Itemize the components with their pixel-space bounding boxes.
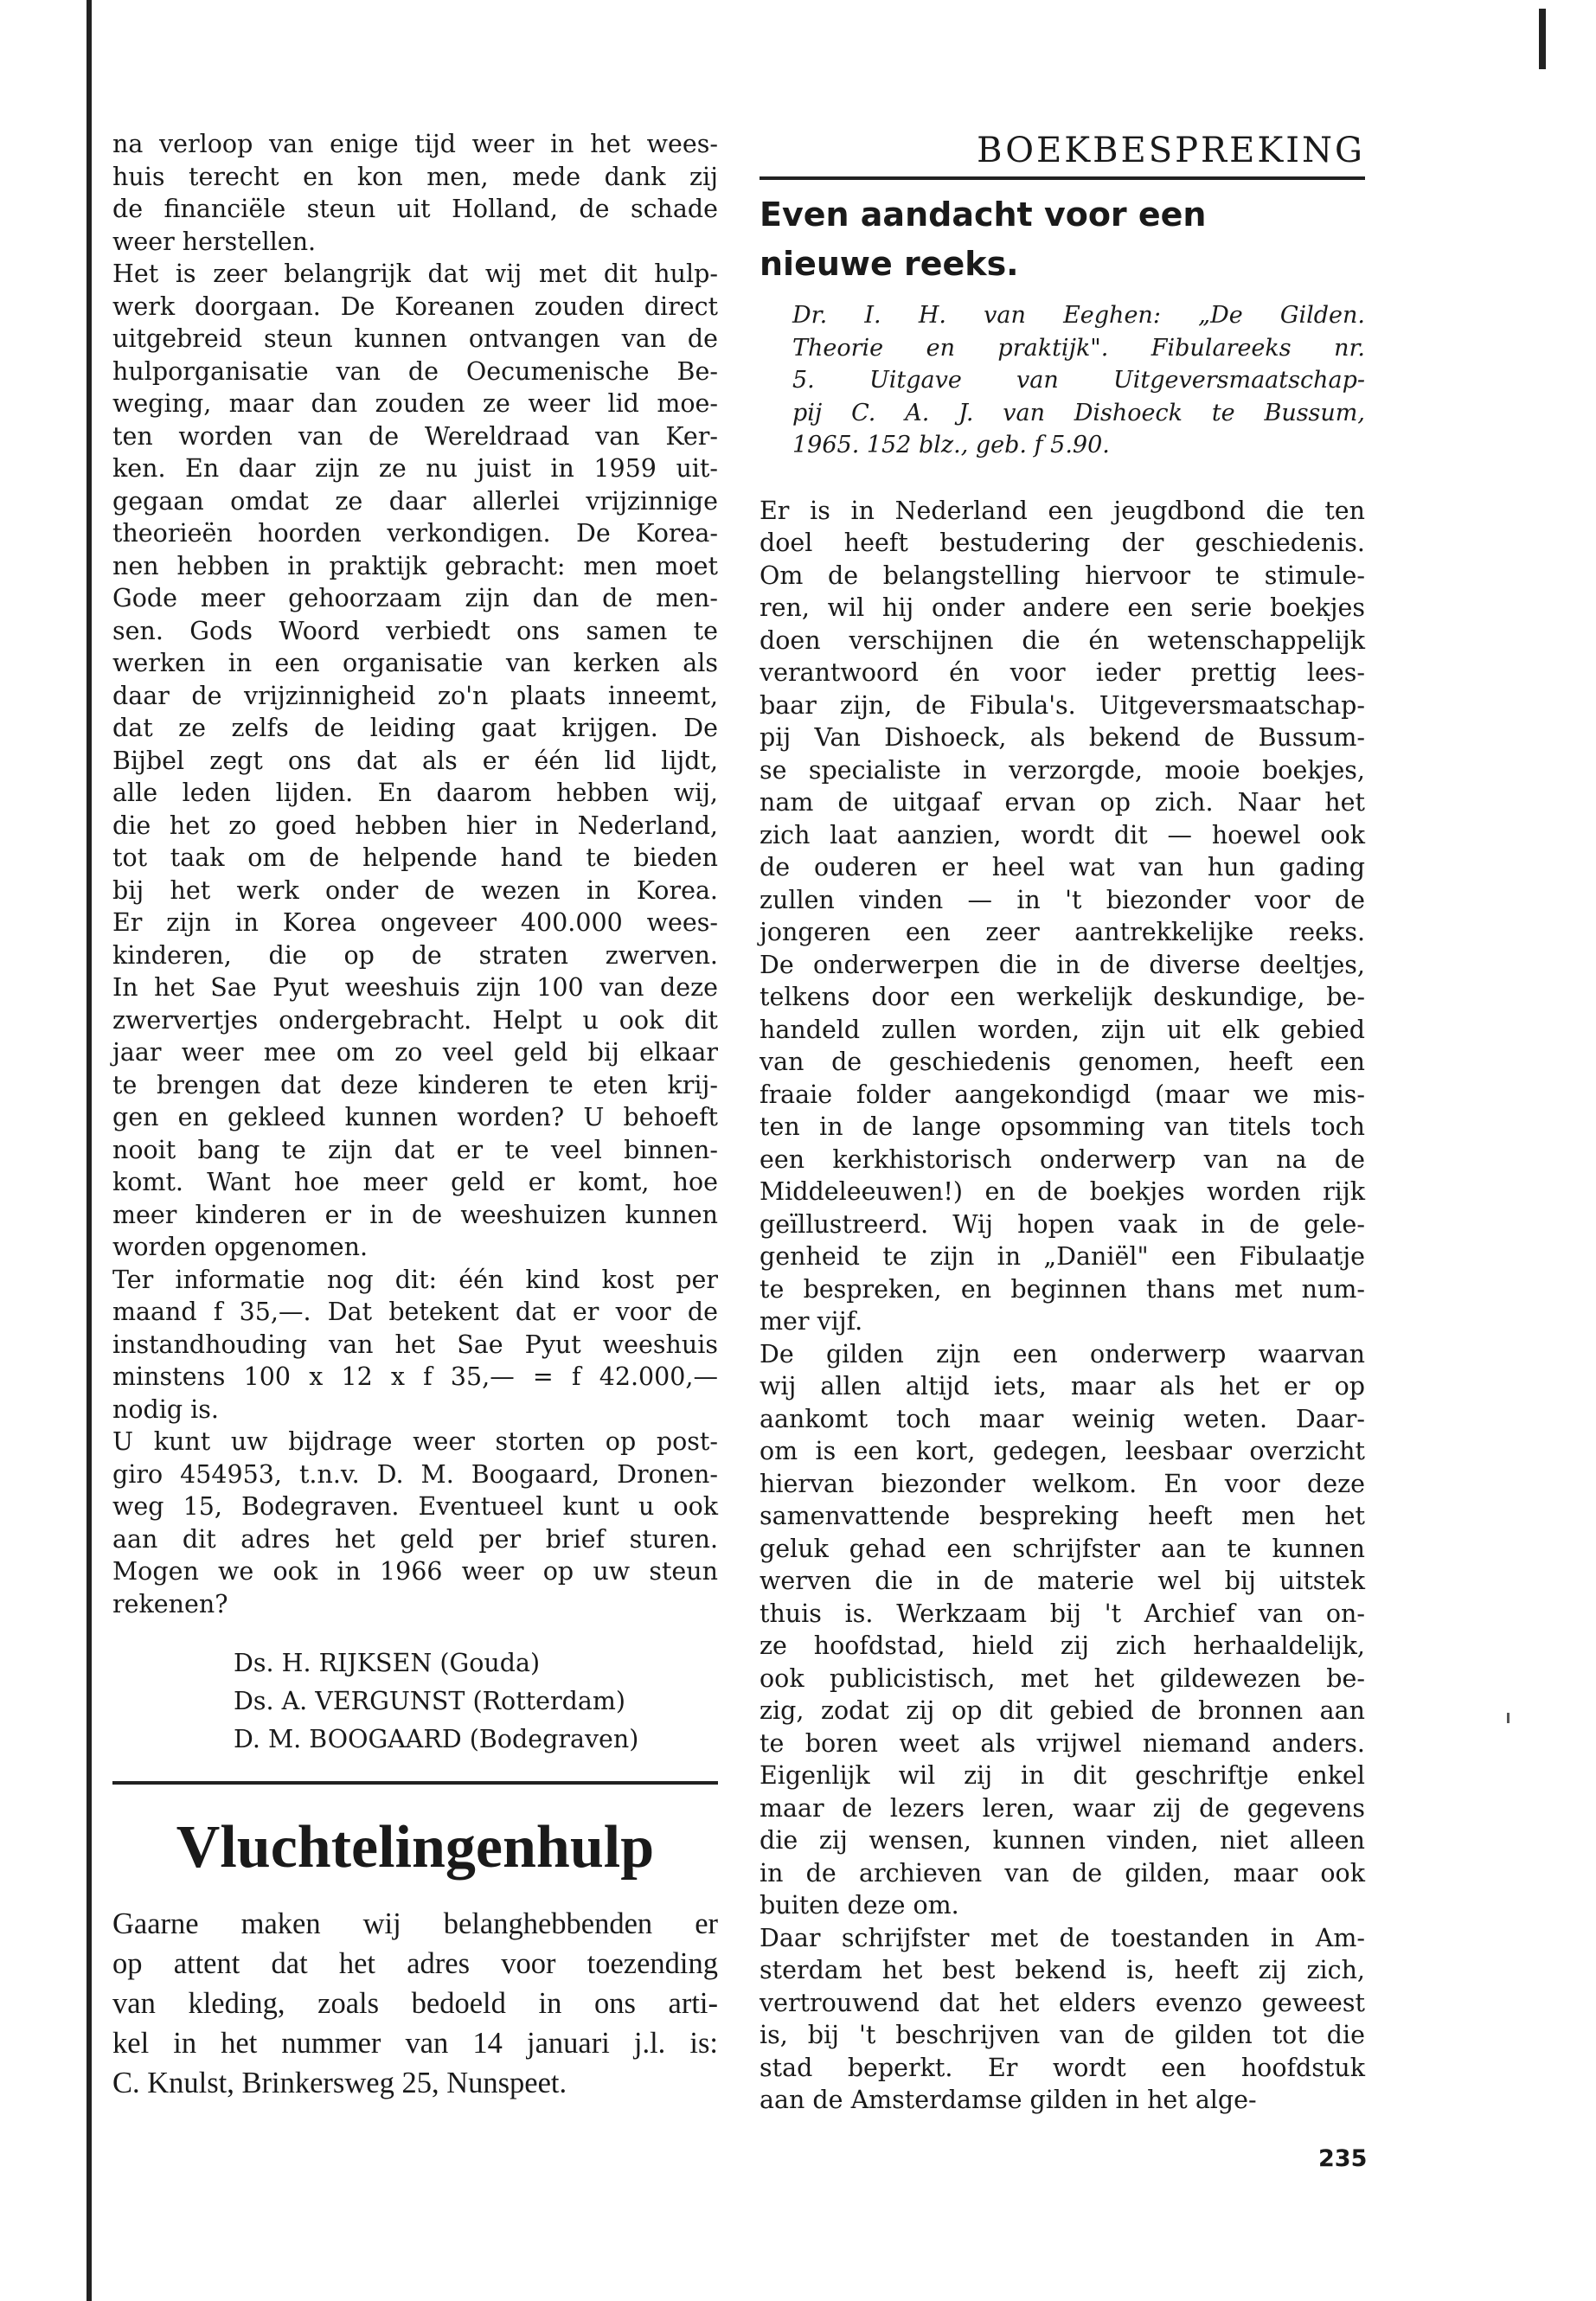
text-line: alle leden lijden. En daarom hebben wij,: [112, 779, 718, 807]
text-line: werven die in de materie wel bij uitstek: [760, 1567, 1365, 1595]
text-line: werk doorgaan. De Koreanen zouden direct: [112, 292, 718, 321]
page-number: 235: [1318, 2145, 1368, 2172]
signatures: [112, 1644, 718, 1759]
text-line: Mogen we ook in 1966 weer op uw steun: [112, 1557, 718, 1586]
text-line: zwervertjes ondergebracht. Helpt u ook dit: [112, 1005, 718, 1035]
text-line: van kleding, zoals bedoeld in ons arti-: [112, 1987, 718, 2020]
text-line: Gode meer gehoorzaam zijn dan de men-: [112, 584, 718, 612]
text-line: buiten deze om.: [760, 1891, 959, 1920]
text-line: ren, wil hij onder andere een serie boekjes: [760, 593, 1365, 622]
text-line: maand f 35,—. Dat betekent dat er voor de: [112, 1298, 718, 1326]
text-line: nam de uitgaaf ervan op zich. Naar het: [760, 788, 1365, 817]
text-line: instandhouding van het Sae Pyut weeshuis: [112, 1330, 718, 1359]
text-line: Middeleeuwen!) en de boekjes worden rijk: [760, 1177, 1365, 1206]
vluchtelingenhulp-text: [112, 1904, 718, 2103]
text-line: de financiële steun uit Holland, de schade: [112, 195, 718, 223]
text-line: samenvattende bespreking heeft men het: [760, 1502, 1365, 1530]
text-line: die het zo goed hebben hier in Nederland,: [112, 811, 718, 840]
bibliography-line: Theorie en praktijk". Fibulareeks nr.: [792, 334, 1365, 362]
text-line: aan dit adres het geld per brief sturen.: [112, 1524, 718, 1554]
headline-line: nieuwe reeks.: [760, 245, 1019, 283]
text-line: een kerkhistorisch onderwerp van na de: [760, 1144, 1365, 1174]
right-column: [760, 128, 1365, 2117]
bibliography-line: 5. Uitgave van Uitgeversmaatschap-: [792, 367, 1365, 394]
bibliography-line: Dr. I. H. van Eeghen: „De Gilden.: [792, 302, 1365, 329]
text-line: geluk gehad een schrijfster aan te kunnen: [760, 1534, 1365, 1563]
text-line: bij het werk onder de wezen in Korea.: [112, 875, 718, 905]
headline-line: Even aandacht voor een: [760, 195, 1207, 234]
text-line: C. Knulst, Brinkersweg 25, Nunspeet.: [112, 2067, 567, 2099]
bibliography-line: pij C. A. J. van Dishoeck te Bussum,: [792, 399, 1365, 426]
boekbespreking-heading: BOEKBESPREKING: [977, 131, 1365, 170]
text-line: aankomt toch maar weinig weten. Daar-: [760, 1404, 1365, 1433]
section-divider: [112, 1781, 718, 1785]
text-line: Het is zeer belangrijk dat wij met dit hulp-: [112, 260, 718, 288]
text-line: ook publicistisch, met het gildewezen be-: [760, 1663, 1365, 1693]
book-bibliography: [760, 299, 1365, 462]
text-line: nooit bang te zijn dat er te veel binnen-: [112, 1135, 718, 1164]
bibliography-line: 1965. 152 blz., geb. f 5.90.: [792, 432, 1110, 458]
text-line: nodig is.: [112, 1394, 219, 1424]
text-line: Bijbel zegt ons dat als er één lid lijdt,: [112, 746, 718, 775]
text-line: se specialiste in verzorgde, mooie boekjes,: [760, 755, 1365, 785]
signature-line: D. M. BOOGAARD (Bodegraven): [234, 1725, 639, 1753]
text-line: Gaarne maken wij belanghebbenden er: [112, 1907, 718, 1940]
text-line: is, bij 't beschrijven van de gilden tot die: [760, 2021, 1365, 2049]
text-line: In het Sae Pyut weeshuis zijn 100 van deze: [112, 973, 718, 1002]
orphanage-appeal-text: [112, 128, 718, 1620]
text-line: doen verschijnen die én wetenschappelijk: [760, 625, 1365, 655]
text-line: Daar schrijfster met de toestanden in Am-: [760, 1923, 1365, 1952]
text-line: gegaan omdat ze daar allerlei vrijzinnige: [112, 486, 718, 516]
text-line: wij allen altijd iets, maar als het er op: [760, 1372, 1365, 1400]
heading-rule: [760, 176, 1365, 180]
text-line: kinderen, die op de straten zwerven.: [112, 940, 718, 970]
text-line: Er zijn in Korea ongeveer 400.000 wees-: [112, 908, 718, 937]
text-line: meer kinderen er in de weeshuizen kunnen: [112, 1200, 718, 1229]
text-line: giro 454953, t.n.v. D. M. Boogaard, Dronen-: [112, 1459, 718, 1489]
text-line: U kunt uw bijdrage weer storten op post-: [112, 1427, 718, 1456]
text-line: pij Van Dishoeck, als bekend de Bussum-: [760, 723, 1365, 752]
text-line: Ter informatie nog dit: één kind kost per: [112, 1265, 718, 1294]
text-line: ten worden van de Wereldraad van Ker-: [112, 421, 718, 451]
text-line: ken. En daar zijn ze nu juist in 1959 uit-: [112, 454, 718, 483]
text-line: worden opgenomen.: [112, 1233, 369, 1261]
text-line: te boren weet als vrijwel niemand anders.: [760, 1728, 1365, 1758]
text-line: baar zijn, de Fibula's. Uitgeversmaatschap-: [760, 690, 1365, 720]
review-headline: [760, 190, 1365, 289]
text-line: jongeren een zeer aantrekkelijke reeks.: [760, 918, 1365, 946]
text-line: tot taak om de helpende hand te bieden: [112, 843, 718, 872]
signature-line: Ds. H. RIJKSEN (Gouda): [234, 1649, 541, 1677]
corner-mark: [1539, 9, 1546, 69]
text-line: Er is in Nederland een jeugdbond die ten: [760, 496, 1365, 525]
text-line: uitgebreid steun kunnen ontvangen van de: [112, 324, 718, 353]
text-line: zig, zodat zij op dit gebied de bronnen aan: [760, 1696, 1365, 1725]
text-line: werken in een organisatie van kerken als: [112, 649, 718, 677]
text-line: weging, maar dan zouden ze weer lid moe-: [112, 389, 718, 418]
binding-edge: [87, 0, 92, 2301]
text-line: zullen vinden — in 't biezonder voor de: [760, 885, 1365, 914]
text-line: kel in het nummer van 14 januari j.l. is:: [112, 2027, 718, 2060]
text-line: in de archieven van de gilden, maar ook: [760, 1858, 1365, 1888]
text-line: hulporganisatie van de Oecumenische Be-: [112, 356, 718, 386]
text-line: genheid te zijn in „Daniël" een Fibulaatje: [760, 1242, 1365, 1271]
text-line: aan de Amsterdamse gilden in het alge-: [760, 2086, 1257, 2114]
vluchtelingenhulp-title: Vluchtelingenhulp: [176, 1814, 655, 1881]
text-line: hiervan biezonder welkom. En voor deze: [760, 1469, 1365, 1498]
text-line: op attent dat het adres voor toezending: [112, 1947, 718, 1980]
text-line: te brengen dat deze kinderen te eten krij-: [112, 1070, 718, 1099]
text-line: de ouderen er heel wat van hun gading: [760, 853, 1365, 881]
text-line: huis terecht en kon men, mede dank zij: [112, 162, 718, 191]
text-line: De onderwerpen die in de diverse deeltjes,: [760, 950, 1365, 979]
left-column: [112, 128, 718, 2103]
text-line: minstens 100 x 12 x f 35,— = f 42.000,—: [112, 1362, 718, 1391]
signature-line: Ds. A. VERGUNST (Rotterdam): [234, 1687, 625, 1715]
text-line: doel heeft bestudering der geschiedenis.: [760, 529, 1365, 557]
text-line: sterdam het best bekend is, heeft zij zich,: [760, 1956, 1365, 1984]
text-line: maar de lezers leren, waar zij de gegevens: [760, 1793, 1365, 1823]
text-line: weer herstellen.: [112, 227, 317, 256]
text-line: fraaie folder aangekondigd (maar we mis-: [760, 1080, 1365, 1109]
text-line: verantwoord én voor ieder prettig lees-: [760, 658, 1365, 687]
text-line: komt. Want hoe meer geld er komt, hoe: [112, 1168, 718, 1196]
text-line: ten in de lange opsomming van titels toch: [760, 1112, 1365, 1141]
review-text: [760, 495, 1365, 2117]
text-line: vertrouwend dat het elders evenzo geweest: [760, 1988, 1365, 2017]
text-line: telkens door een werkelijk deskundige, be-: [760, 983, 1365, 1011]
text-line: nen hebben in praktijk gebracht: men moet: [112, 551, 718, 580]
text-line: die zij wensen, kunnen vinden, niet alleen: [760, 1826, 1365, 1855]
text-line: thuis is. Werkzaam bij 't Archief van on-: [760, 1599, 1365, 1628]
text-line: gen en gekleed kunnen worden? U behoeft: [112, 1103, 718, 1131]
text-line: van de geschiedenis genomen, heeft een: [760, 1048, 1365, 1076]
text-line: na verloop van enige tijd weer in het wees-: [112, 130, 718, 158]
text-line: dat ze zelfs de leiding gaat krijgen. De: [112, 714, 718, 742]
text-line: sen. Gods Woord verbiedt ons samen te: [112, 616, 718, 645]
text-line: geïllustreerd. Wij hopen vaak in de gele-: [760, 1209, 1365, 1239]
text-line: weg 15, Bodegraven. Eventueel kunt u ook: [112, 1492, 718, 1521]
text-line: mer vijf.: [760, 1307, 863, 1336]
text-line: De gilden zijn een onderwerp waarvan: [760, 1339, 1365, 1368]
text-line: daar de vrijzinnigheid zo'n plaats inneemt,: [112, 681, 718, 710]
text-line: stad beperkt. Er wordt een hoofdstuk: [760, 2053, 1365, 2082]
text-line: te bespreken, en beginnen thans met num-: [760, 1274, 1365, 1304]
text-line: Eigenlijk wil zij in dit geschriftje enkel: [760, 1761, 1365, 1790]
text-line: Om de belangstelling hiervoor te stimule-: [760, 561, 1365, 590]
text-line: zich laat aanzien, wordt dit — hoewel ook: [760, 820, 1365, 849]
text-line: om is een kort, gedegen, leesbaar overzicht: [760, 1437, 1365, 1465]
text-line: rekenen?: [112, 1589, 228, 1618]
scan-speck: [1507, 1713, 1509, 1723]
text-line: handeld zullen worden, zijn uit elk gebied: [760, 1015, 1365, 1044]
text-line: jaar weer mee om zo veel geld bij elkaar: [112, 1038, 718, 1067]
text-line: theorieën hoorden verkondigen. De Korea-: [112, 519, 718, 548]
text-line: ze hoofdstad, hield zij zich herhaaldelijk,: [760, 1631, 1365, 1660]
